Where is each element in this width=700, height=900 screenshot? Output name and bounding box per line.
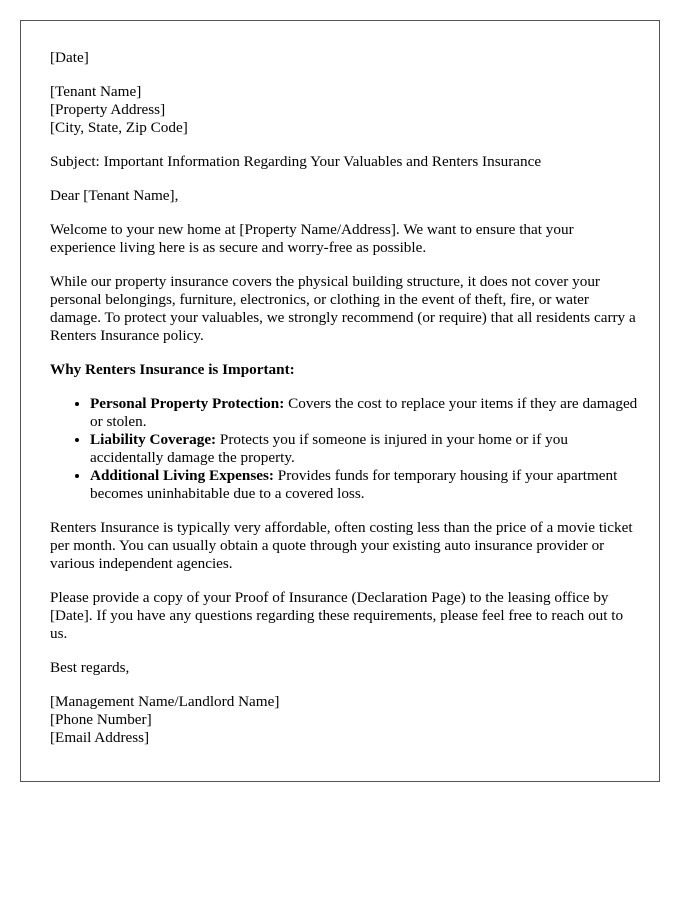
benefits-list (50, 395, 640, 503)
letter-page (20, 20, 660, 782)
recipient-name: [Tenant Name] (50, 83, 142, 100)
recipient-city-state-zip: [City, State, Zip Code] (50, 119, 188, 136)
letter-subject: Subject: Important Information Regarding Your Valuables and Renters Insurance (50, 153, 542, 170)
paragraph-affordable: Renters Insurance is typically very affordable, often costing less than the price of a movie ticket per month. You can usually obtain a quote through your existing auto insurance provider or various independent agencies. (50, 519, 633, 572)
signature-name: [Management Name/Landlord Name] (50, 693, 280, 710)
letter-body (50, 49, 640, 763)
benefit-text: Covers the cost to replace your items if they are damaged or stolen. (90, 395, 638, 430)
benefit-title: Additional Living Expenses: (90, 467, 274, 484)
benefit-title: Personal Property Protection: (90, 395, 285, 412)
paragraph-welcome: Welcome to your new home at [Property Name/Address]. We want to ensure that your experience living here is as secure and worry-free as possible. (50, 221, 574, 256)
signature-block (50, 693, 640, 747)
signature-phone: [Phone Number] (50, 711, 152, 728)
paragraph-proof: Please provide a copy of your Proof of Insurance (Declaration Page) to the leasing office by [Date]. If you have any questions regarding these requirements, please feel free to reach out to us. (50, 589, 624, 642)
benefit-item-living-expenses (90, 467, 640, 503)
letter-salutation: Dear [Tenant Name], (50, 187, 179, 204)
benefit-text: Provides funds for temporary housing if your apartment becomes uninhabitable due to a covered loss. (90, 467, 618, 502)
benefit-text: Protects you if someone is injured in your home or if you accidentally damage the property. (90, 431, 568, 466)
letter-closing: Best regards, (50, 659, 130, 676)
paragraph-coverage: While our property insurance covers the physical building structure, it does not cover your personal belongings, furniture, electronics, or clothing in the event of theft, fire, or water damage. To protect your valuables, we strongly recommend (or require) that all residents carry a Renters Insurance policy. (50, 273, 636, 344)
recipient-address: [Property Address] (50, 101, 166, 118)
letter-date: [Date] (50, 49, 89, 66)
benefit-title: Liability Coverage: (90, 431, 217, 448)
benefit-item-liability (90, 431, 640, 467)
signature-email: [Email Address] (50, 729, 150, 746)
why-heading: Why Renters Insurance is Important: (50, 361, 295, 378)
recipient-block (50, 83, 640, 137)
benefit-item-property (90, 395, 640, 431)
